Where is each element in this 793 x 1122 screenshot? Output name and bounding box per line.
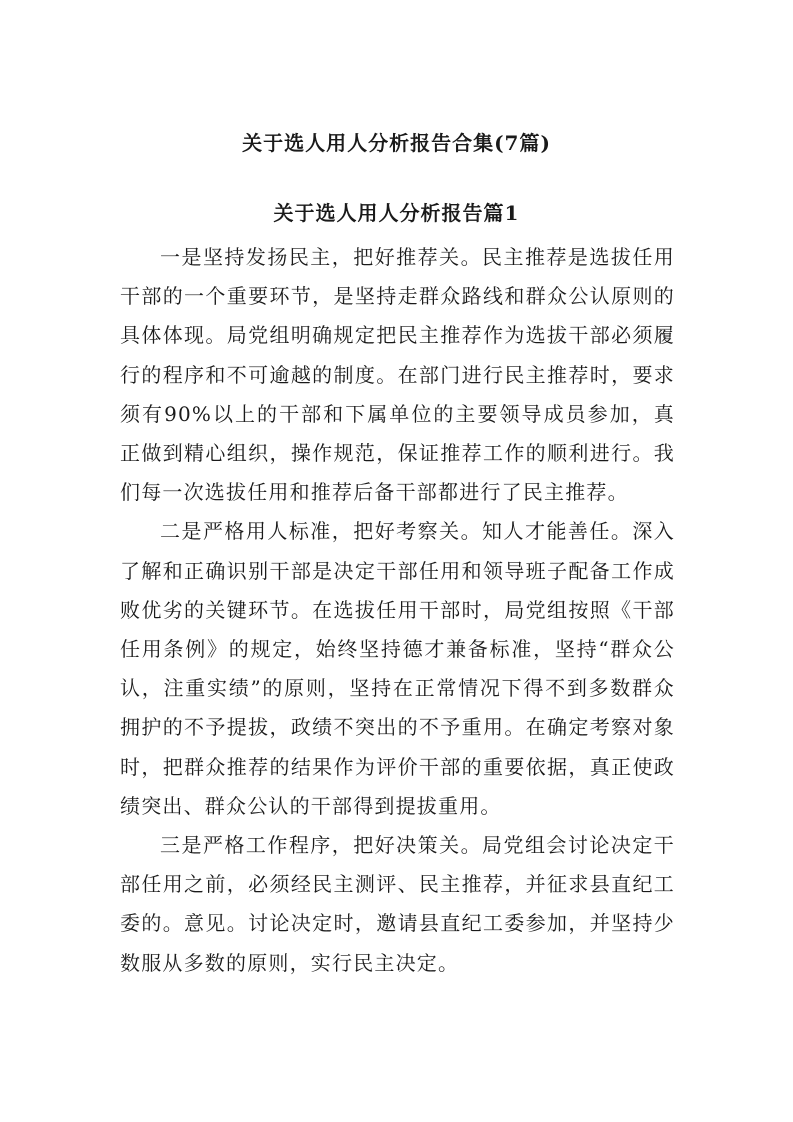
- paragraph-1: 一是坚持发扬民主，把好推荐关。民主推荐是选拔任用干部的一个重要环节，是坚持走群众路线和群众公认原则的具体体现。局党组明确规定把民主推荐作为选拔干部必须履行的程序和不可逾越的制度。在部门进行民主推荐时，要求须有90%以上的干部和下属单位的主要领导成员参加，真正做到精心组织，操作规范，保证推荐工作的顺利进行。我们每一次选拔任用和推荐后备干部都进行了民主推荐。: [120, 245, 675, 505]
- paragraph-2: 二是严格用人标准，把好考察关。知人才能善任。深入了解和正确识别干部是决定干部任用和领导班子配备工作成败优劣的关键环节。在选拔任用干部时，局党组按照《干部任用条例》的规定，始终坚持德才兼备标准，坚持“群众公认，注重实绩”的原则，坚持在正常情况下得不到多数群众拥护的不予提拔，政绩不突出的不予重用。在确定考察对象时，把群众推荐的结果作为评价干部的重要依据，真正使政绩突出、群众公认的干部得到提拔重用。: [120, 519, 675, 818]
- section-title: 关于选人用人分析报告篇1: [273, 201, 520, 225]
- document-title: 关于选人用人分析报告合集(7篇): [242, 131, 551, 155]
- document-body: [120, 238, 675, 983]
- paragraph-3: 三是严格工作程序，把好决策关。局党组会讨论决定干部任用之前，必须经民主测评、民主推荐，并征求县直纪工委的。意见。讨论决定时，邀请县直纪工委参加，并坚持少数服从多数的原则，实行民主决定。: [120, 833, 675, 975]
